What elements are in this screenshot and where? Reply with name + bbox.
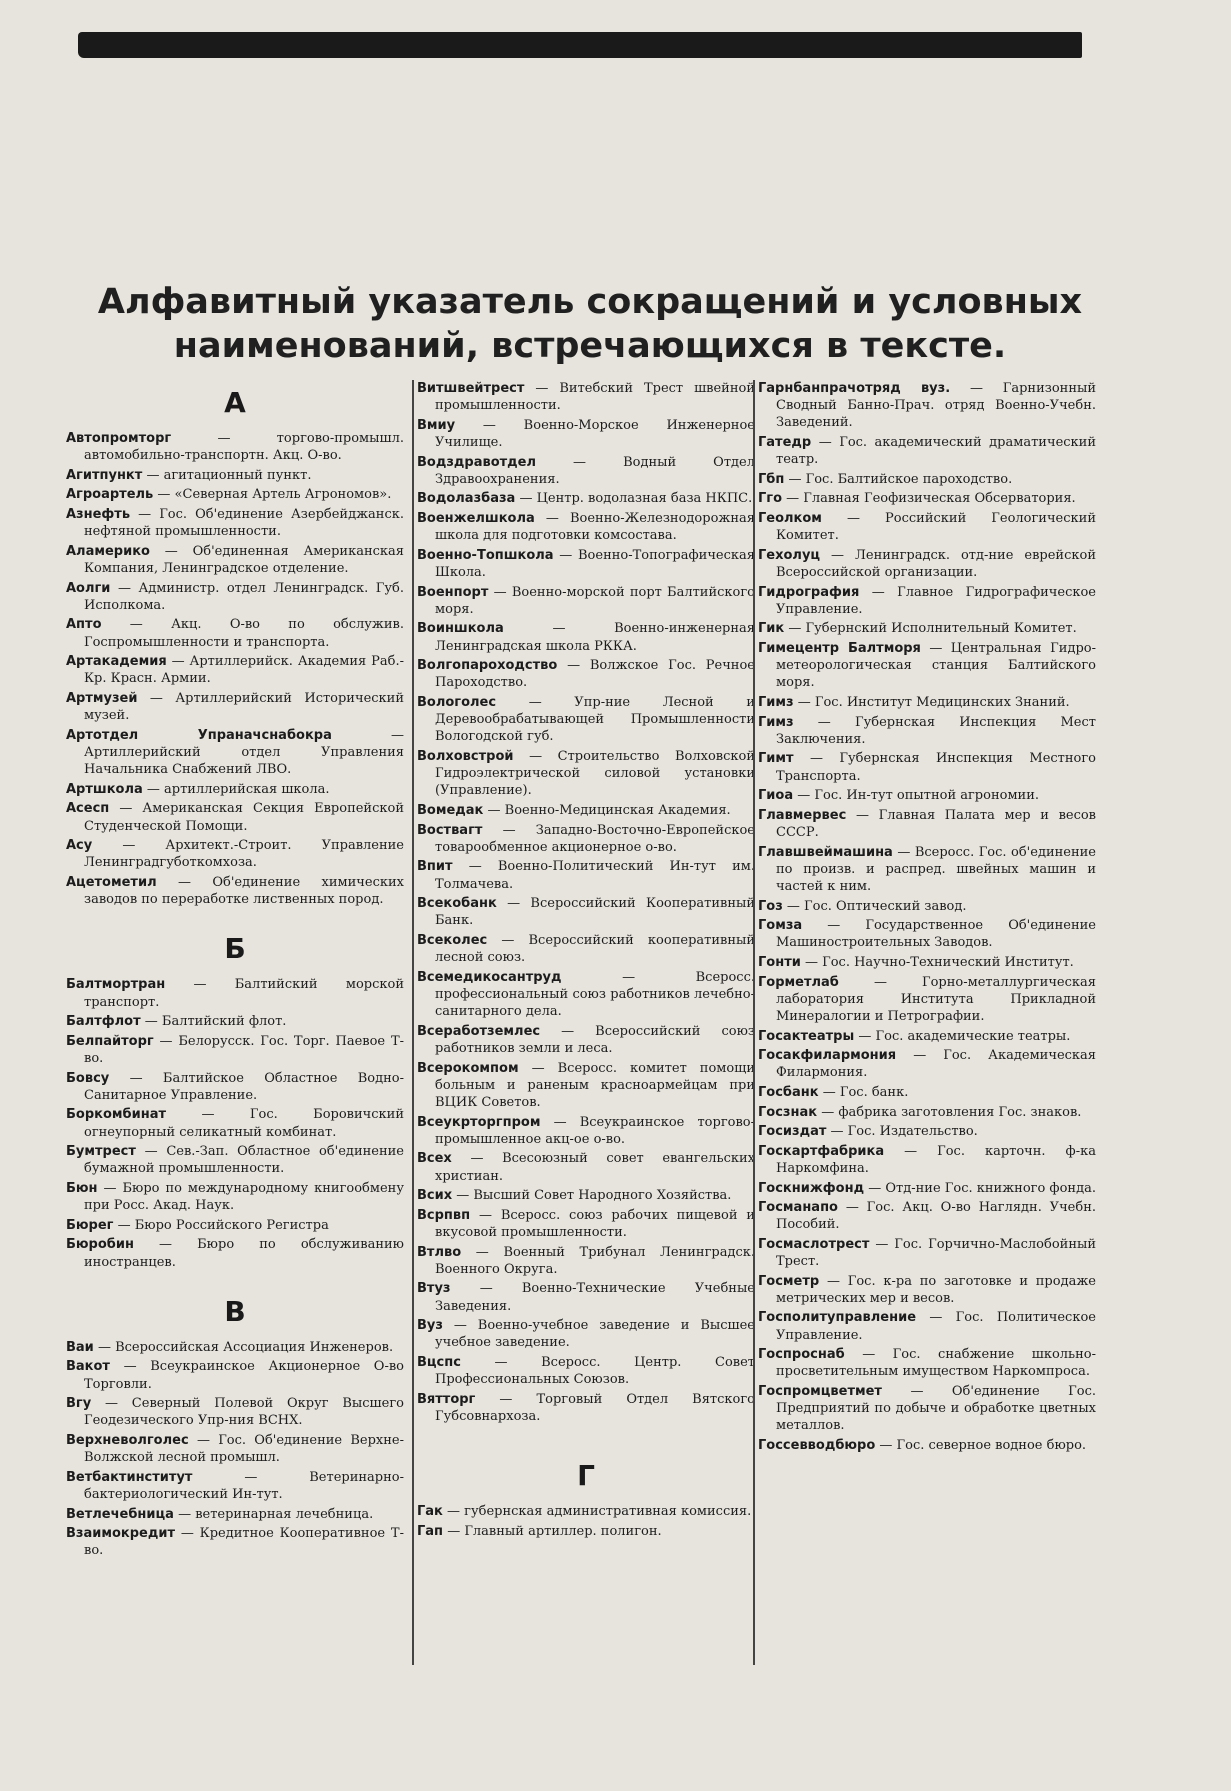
index-entry <box>66 1236 404 1270</box>
index-entry <box>417 620 755 654</box>
entry-abbreviation: Балтмортран <box>66 977 166 993</box>
entry-abbreviation: Артшкола <box>66 781 143 797</box>
entry-abbreviation: Вмиу <box>417 417 456 433</box>
entry-abbreviation: Артмузей <box>66 690 138 706</box>
entry-definition: — Военно-Медицинская Академия. <box>487 802 731 818</box>
index-entry <box>66 543 404 577</box>
index-entry <box>758 1273 1096 1307</box>
index-entry <box>417 510 755 544</box>
entry-definition: — Главное Гидрографическое Управление. <box>776 584 1096 617</box>
entry-definition: — Гос. Академическая Филармония. <box>776 1048 1096 1081</box>
entry-definition: — Всесоюзный совет евангельских христиан. <box>435 1151 755 1184</box>
entry-definition: — Гос. северное водное бюро. <box>879 1438 1087 1454</box>
entry-abbreviation: Гап <box>417 1523 444 1539</box>
entry-definition: — Администр. отдел Ленинградск. Губ. Исполкома. <box>84 580 404 613</box>
entry-definition: — Балтийский морской транспорт. <box>84 977 404 1010</box>
entry-definition: — Об'единение Гос. Предприятий по добыче и обработке цветных металлов. <box>776 1384 1096 1434</box>
entry-abbreviation: Вакот <box>66 1359 110 1375</box>
entry-abbreviation: Бовсу <box>66 1070 110 1086</box>
entry-definition: — Горно-металлургическая лаборатория Института Прикладной Минералогии и Петрографии. <box>776 974 1096 1024</box>
index-entry <box>417 969 755 1021</box>
entry-definition: — Гос. к-ра по заготовке и продаже метрических мер и весов. <box>776 1273 1096 1306</box>
index-entry <box>66 430 404 464</box>
entry-abbreviation: Военно-Топшкола <box>417 547 554 563</box>
entry-abbreviation: Вятторг <box>417 1391 476 1407</box>
entry-definition: — Военно-морской порт Балтийского моря. <box>435 584 755 617</box>
entry-abbreviation: Воиншкола <box>417 621 504 637</box>
index-entry <box>758 694 1096 711</box>
index-entry <box>417 1391 755 1425</box>
index-entry <box>417 1523 755 1540</box>
entry-definition: — ветеринарная лечебница. <box>178 1506 374 1522</box>
entry-definition: — Всероссийский кооперативный лесной союз. <box>435 932 755 966</box>
index-entry <box>417 822 755 856</box>
entry-abbreviation: Госиздат <box>758 1124 827 1140</box>
entry-abbreviation: Бумтрест <box>66 1144 136 1160</box>
entry-abbreviation: Госзнак <box>758 1104 818 1120</box>
entry-abbreviation: Всеукрторгпром <box>417 1114 541 1130</box>
entry-abbreviation: Втлво <box>417 1244 462 1260</box>
entry-abbreviation: Артакадемия <box>66 654 167 670</box>
entry-abbreviation: Горметлаб <box>758 974 839 990</box>
entry-abbreviation: Госкнижфонд <box>758 1180 865 1196</box>
index-entry <box>758 1047 1096 1081</box>
entry-definition: — Об'единение химических заводов по переработке лиственных пород. <box>84 874 405 908</box>
entry-definition: — Всеукраинское торгово-промышленное акц-ое о-во. <box>435 1114 755 1147</box>
entry-definition: — Гос. Балтийское пароходство. <box>788 471 1013 487</box>
section-letter-heading: Б <box>224 932 246 966</box>
index-entry <box>758 620 1096 637</box>
entry-definition: — Гос. Научно-Технический Институт. <box>804 954 1074 970</box>
entry-abbreviation: Всрпвп <box>417 1207 471 1223</box>
entry-definition: — Артиллерийский отдел Управления Начальника Снабжений ЛВО. <box>84 727 404 778</box>
index-entry <box>758 490 1096 507</box>
entry-definition: — Гос. Политическое Управление. <box>776 1310 1096 1343</box>
entry-abbreviation: Гик <box>758 621 785 637</box>
entry-definition: — «Северная Артель Агрономов». <box>157 487 392 503</box>
entry-definition: — Военно-Морское Инженерное Училище. <box>435 417 755 450</box>
index-entry <box>758 1028 1096 1045</box>
entry-definition: — Витебский Трест швейной промышленности. <box>435 381 756 414</box>
entry-definition: — Гос. академические театры. <box>858 1028 1071 1044</box>
entry-definition: — губернская административная комиссия. <box>447 1504 752 1520</box>
entry-definition: — Артиллерийск. Академия Раб.-Кр. Красн. Армии. <box>84 654 404 687</box>
entry-abbreviation: Госметр <box>758 1273 820 1289</box>
index-entry <box>66 1469 404 1503</box>
entry-definition: — Северный Полевой Округ Высшего Геодезического Упр-ния ВСНХ. <box>84 1396 404 1429</box>
index-entry <box>66 1070 404 1104</box>
index-entry <box>66 1525 404 1559</box>
entry-definition: — артиллерийская школа. <box>146 781 330 797</box>
entry-abbreviation: Воствагт <box>417 822 483 838</box>
entry-abbreviation: Госпроснаб <box>758 1347 845 1363</box>
entry-abbreviation: Агитпункт <box>66 467 143 483</box>
entry-definition: — Белорусск. Гос. Торг. Паевое Т-во. <box>84 1033 405 1066</box>
entry-definition: — Строительство Волховской Гидроэлектрической силовой установки (Управление). <box>435 748 755 799</box>
index-entry <box>66 837 404 871</box>
entry-definition: — Военно-Технические Учебные Заведения. <box>435 1281 755 1314</box>
entry-abbreviation: Всерокомпом <box>417 1060 519 1076</box>
index-entry <box>417 417 755 451</box>
entry-definition: — Ветеринарно-бактериологический Ин-тут. <box>84 1469 404 1502</box>
entry-abbreviation: Водздравотдел <box>417 454 536 470</box>
index-entry <box>66 1506 404 1523</box>
index-entry <box>417 490 755 507</box>
index-entry <box>66 1358 404 1392</box>
index-entry <box>758 807 1096 841</box>
index-entry <box>758 1143 1096 1177</box>
index-entry <box>66 1143 404 1177</box>
entry-definition: — Всеросс. Центр. Совет Профессиональных Союзов. <box>435 1354 755 1388</box>
entry-abbreviation: Всемедикосантруд <box>417 969 562 985</box>
index-entry <box>66 976 404 1010</box>
index-entry <box>417 380 755 414</box>
entry-abbreviation: Апто <box>66 617 102 633</box>
index-entry <box>66 1395 404 1429</box>
entry-abbreviation: Военжелшкола <box>417 510 535 526</box>
entry-definition: — Артиллерийский Исторический музей. <box>84 690 404 724</box>
entry-definition: — Сев.-Зап. Областное об'единение бумажной промышленности. <box>84 1144 404 1177</box>
entry-abbreviation: Волгопароходство <box>417 658 558 674</box>
index-entry <box>758 954 1096 971</box>
entry-definition: — Бюро Российского Регистра <box>117 1217 329 1233</box>
entry-definition: — Гос. Оптический завод. <box>786 898 967 914</box>
index-entry <box>417 1503 755 1520</box>
index-entry <box>758 1180 1096 1197</box>
entry-abbreviation: Госполитуправление <box>758 1310 917 1326</box>
entry-abbreviation: Геолком <box>758 510 822 526</box>
entry-abbreviation: Бюрег <box>66 1217 114 1233</box>
index-entry <box>417 657 755 691</box>
entry-abbreviation: Ваи <box>66 1339 94 1355</box>
index-entry <box>758 750 1096 784</box>
index-entry <box>758 584 1096 618</box>
index-entry <box>758 1236 1096 1270</box>
entry-definition: — Губернский Исполнительный Комитет. <box>788 621 1077 637</box>
index-entry <box>66 653 404 687</box>
entry-definition: — Гос. карточн. ф-ка Наркомфина. <box>776 1143 1096 1176</box>
entry-definition: — Всероссийский Кооперативный Банк. <box>435 896 756 929</box>
entry-abbreviation: Вцспс <box>417 1354 461 1370</box>
entry-definition: — Упр-ние Лесной и Деревообрабатывающей Промышленности Вологодской губ. <box>435 694 755 745</box>
index-entry <box>417 1023 755 1057</box>
index-entry <box>66 1180 404 1214</box>
entry-definition: — Всеукраинское Акционерное О-во Торговли. <box>84 1359 404 1392</box>
entry-definition: — Балтийский флот. <box>144 1014 287 1030</box>
index-entry <box>66 486 404 503</box>
index-entry <box>66 1217 404 1234</box>
index-entry <box>417 547 755 581</box>
entry-abbreviation: Гатедр <box>758 435 812 450</box>
entry-definition: — Западно-Восточно-Европейское товарообменное акционерное о-во. <box>435 822 755 855</box>
section-letter-heading: Г <box>577 1459 595 1493</box>
entry-abbreviation: Гимз <box>758 694 794 710</box>
entry-abbreviation: Всеколес <box>417 932 488 948</box>
entry-abbreviation: Госмаслотрест <box>758 1236 870 1252</box>
index-entry <box>417 932 755 966</box>
index-entry <box>66 467 404 484</box>
entry-definition: — Гос. Институт Медицинских Знаний. <box>797 694 1070 710</box>
index-entry <box>417 584 755 618</box>
index-entry <box>66 506 404 540</box>
index-entry <box>66 781 404 798</box>
entry-abbreviation: Госбанк <box>758 1084 819 1100</box>
entry-abbreviation: Всих <box>417 1188 453 1204</box>
index-entry <box>758 1309 1096 1343</box>
index-entry <box>758 1123 1096 1140</box>
index-entry <box>758 1084 1096 1101</box>
index-entry <box>66 1033 404 1067</box>
entry-abbreviation: Ветбактинститут <box>66 1469 193 1485</box>
entry-abbreviation: Гак <box>417 1504 443 1520</box>
index-entry <box>758 1104 1096 1121</box>
entry-definition: — Гос. Акц. О-во Наглядн. Учебн. Пособий. <box>776 1200 1096 1233</box>
entry-definition: — Всеросс. комитет помощи больным и раненым красноармейцам при ВЦИК Советов. <box>435 1060 755 1110</box>
entry-definition: — Всероссийская Ассоциация Инженеров. <box>97 1339 394 1355</box>
entry-abbreviation: Бюн <box>66 1180 98 1196</box>
entry-definition: — Всероссийский союз работников земли и леса. <box>435 1023 755 1056</box>
entry-abbreviation: Втуз <box>417 1281 451 1297</box>
index-entry <box>758 787 1096 804</box>
index-column-3 <box>753 380 1096 1665</box>
entry-abbreviation: Вологолес <box>417 694 497 710</box>
entry-definition: — Главный артиллер. полигон. <box>447 1523 662 1539</box>
entry-abbreviation: Гарнбанпрачотряд вуз. <box>758 381 951 396</box>
entry-abbreviation: Вгу <box>66 1396 92 1412</box>
entry-definition: — Центр. водолазная база НКПС. <box>519 491 753 507</box>
entry-definition: — Военный Трибунал Ленинградск. Военного Округа. <box>435 1244 755 1277</box>
entry-definition: — фабрика заготовления Гос. знаков. <box>821 1104 1082 1120</box>
entry-abbreviation: Аолги <box>66 580 111 596</box>
index-entry <box>758 640 1096 692</box>
entry-abbreviation: Витшвейтрест <box>417 381 525 396</box>
entry-definition: — Американская Секция Европейской Студенческой Помощи. <box>84 801 404 834</box>
index-entry <box>417 1354 755 1388</box>
index-column-1 <box>66 380 404 1562</box>
entry-abbreviation: Артотдел Упраначснабокра <box>66 727 332 743</box>
index-entry <box>66 800 404 834</box>
entry-definition: — Всеросс. союз рабочих пищевой и вкусовой промышленности. <box>435 1207 755 1240</box>
entry-definition: — Всеросс. Гос. об'единение по произв. и распред. швейных машин и частей к ним. <box>776 844 1096 894</box>
index-entry <box>417 748 755 800</box>
entry-abbreviation: Всекобанк <box>417 896 497 912</box>
entry-abbreviation: Гбп <box>758 471 785 487</box>
index-entry <box>758 898 1096 915</box>
index-entry <box>758 714 1096 748</box>
entry-abbreviation: Госманапо <box>758 1200 838 1216</box>
entry-abbreviation: Бюробин <box>66 1237 134 1253</box>
entry-abbreviation: Вуз <box>417 1318 443 1334</box>
index-entry <box>758 974 1096 1026</box>
index-entry <box>417 1317 755 1351</box>
index-entry <box>66 727 404 779</box>
entry-definition: — Балтийское Областное Водно-Санитарное Управление. <box>84 1070 404 1103</box>
entry-definition: — Гос. банк. <box>822 1084 909 1100</box>
entry-abbreviation: Балтфлот <box>66 1014 141 1030</box>
index-entry <box>66 1339 404 1356</box>
index-entry <box>66 1106 404 1140</box>
entry-abbreviation: Водолазбаза <box>417 491 516 507</box>
entry-definition: — Гос. академический драматический театр. <box>776 435 1096 468</box>
index-entry <box>758 844 1096 896</box>
entry-definition: — торгово-промышл. автомобильно-транспортн. Акц. О-во. <box>84 431 404 464</box>
entry-abbreviation: Военпорт <box>417 584 489 600</box>
entry-definition: — Гос. Об'единение Азербейджанск. нефтяной промышленности. <box>84 506 404 540</box>
entry-definition: — Волжское Гос. Речное Пароходство. <box>435 658 755 691</box>
entry-abbreviation: Вомедак <box>417 802 484 818</box>
entry-abbreviation: Гоз <box>758 898 783 914</box>
entry-abbreviation: Госпромцветмет <box>758 1384 882 1400</box>
title-line-2: наименований, встречающихся в тексте. <box>173 326 1007 366</box>
entry-abbreviation: Асесп <box>66 801 110 817</box>
entry-abbreviation: Верхневолголес <box>66 1432 189 1448</box>
entry-definition: — Отд-ние Гос. книжного фонда. <box>868 1180 1096 1196</box>
entry-definition: — Гос. Боровичский огнеупорный селикатный комбинат. <box>84 1107 404 1140</box>
entry-definition: — Бюро по обслуживанию иностранцев. <box>84 1237 404 1270</box>
index-entry <box>758 380 1096 432</box>
index-entry <box>417 1060 755 1112</box>
entry-abbreviation: Гидрография <box>758 584 860 600</box>
index-entry <box>66 616 404 650</box>
index-entry <box>417 802 755 819</box>
index-entry <box>758 1346 1096 1380</box>
entry-definition: — Об'единенная Американская Компания, Ленинградское отделение. <box>84 543 404 576</box>
entry-definition: — Акц. О-во по обслужив. Госпромышленности и транспорта. <box>84 617 404 650</box>
index-entry <box>758 547 1096 581</box>
index-entry <box>417 1207 755 1241</box>
entry-definition: — Губернская Инспекция Мест Заключения. <box>776 714 1096 747</box>
index-entry <box>758 471 1096 488</box>
index-entry <box>417 895 755 929</box>
index-entry <box>417 858 755 892</box>
entry-definition: — Губернская Инспекция Местного Транспорта. <box>776 751 1096 784</box>
entry-definition: — Российский Геологический Комитет. <box>776 510 1096 544</box>
entry-definition: — Ленинградск. отд-ние еврейской Всероссийской организации. <box>776 547 1096 580</box>
index-entry <box>758 1437 1096 1454</box>
entry-definition: — Военно-учебное заведение и Высшее учебное заведение. <box>435 1318 755 1351</box>
title-line-1: Алфавитный указатель сокращений и условных <box>97 282 1083 322</box>
entry-definition: — Высший Совет Народного Хозяйства. <box>456 1188 732 1204</box>
entry-definition: — Кредитное Кооперативное Т-во. <box>84 1526 404 1559</box>
entry-abbreviation: Автопромторг <box>66 431 172 446</box>
index-entry <box>417 1114 755 1148</box>
entry-abbreviation: Главмервес <box>758 807 847 823</box>
entry-abbreviation: Гимецентр Балтморя <box>758 640 921 656</box>
entry-definition: — Военно-Политический Ин-тут им. Толмачева. <box>435 859 755 892</box>
entry-abbreviation: Госактеатры <box>758 1028 855 1044</box>
entry-abbreviation: Госкартфабрика <box>758 1143 885 1159</box>
index-entry <box>417 1150 755 1184</box>
entry-definition: — Гос. снабжение школьно-просветительным имуществом Наркомпроса. <box>776 1347 1096 1380</box>
index-entry <box>66 690 404 724</box>
index-entry <box>66 874 404 908</box>
entry-abbreviation: Впит <box>417 859 453 875</box>
entry-abbreviation: Гехолуц <box>758 547 821 563</box>
entry-definition: — Торговый Отдел Вятского Губсовнархоза. <box>435 1391 755 1424</box>
entry-abbreviation: Гиоа <box>758 788 794 804</box>
entry-definition: — Центральная Гидро-метеорологическая станция Балтийского моря. <box>776 640 1096 691</box>
index-column-2 <box>412 380 755 1665</box>
entry-definition: — Всеросс. профессиональный союз работников лечебно-санитарного дела. <box>435 969 755 1020</box>
index-entry <box>66 1432 404 1466</box>
index-entry <box>417 694 755 746</box>
entry-abbreviation: Гонти <box>758 954 801 970</box>
entry-definition: — Военно-Топографическая Школа. <box>435 547 755 580</box>
section-letter-heading: А <box>224 386 246 419</box>
entry-abbreviation: Азнефть <box>66 506 131 522</box>
index-entry <box>758 917 1096 951</box>
entry-abbreviation: Аламерико <box>66 543 150 559</box>
entry-abbreviation: Волховстрой <box>417 748 514 764</box>
entry-abbreviation: Взаимокредит <box>66 1526 175 1542</box>
entry-definition: — Гос. Издательство. <box>830 1124 978 1140</box>
entry-definition: — Гос. Горчично-Маслобойный Трест. <box>776 1236 1096 1270</box>
index-entry <box>417 454 755 488</box>
entry-abbreviation: Ветлечебница <box>66 1506 174 1522</box>
index-entry <box>66 1013 404 1030</box>
index-entry <box>417 1244 755 1278</box>
index-entry <box>758 510 1096 544</box>
index-entry <box>417 1187 755 1204</box>
entry-abbreviation: Всех <box>417 1151 452 1167</box>
index-entry <box>758 1199 1096 1233</box>
entry-abbreviation: Главшвеймашина <box>758 844 893 860</box>
entry-definition: — Военно-Железнодорожная школа для подготовки комсостава. <box>435 510 755 544</box>
entry-definition: — Водный Отдел Здравоохранения. <box>435 454 755 487</box>
entry-definition: — агитационный пункт. <box>146 467 312 483</box>
entry-abbreviation: Всеработземлес <box>417 1023 541 1039</box>
entry-abbreviation: Госакфилармония <box>758 1048 897 1064</box>
entry-definition: — Военно-инженерная Ленинградская школа РККА. <box>435 621 755 654</box>
entry-definition: — Главная Геофизическая Обсерватория. <box>786 491 1076 507</box>
entry-abbreviation: Гго <box>758 491 783 507</box>
entry-abbreviation: Агроартель <box>66 487 154 503</box>
entry-abbreviation: Гомза <box>758 918 803 934</box>
section-letter-heading: В <box>224 1294 246 1328</box>
decorative-header-band <box>78 32 1082 58</box>
entry-abbreviation: Госсевводбюро <box>758 1438 876 1454</box>
entry-definition: — Гарнизонный Сводный Банно-Прач. отряд Военно-Учебн. Заведений. <box>776 381 1097 431</box>
entry-definition: — Бюро по международному книгообмену при Росс. Акад. Наук. <box>84 1180 404 1214</box>
entry-abbreviation: Гимт <box>758 751 794 767</box>
index-entry <box>66 580 404 614</box>
page-title <box>50 280 1130 368</box>
entry-definition: — Гос. Об'единение Верхне-Волжской лесной промышл. <box>84 1432 404 1466</box>
entry-abbreviation: Асу <box>66 838 93 854</box>
index-entry <box>758 1383 1096 1435</box>
entry-definition: — Гос. Ин-тут опытной агрономии. <box>797 788 1040 804</box>
entry-definition: — Главная Палата мер и весов СССР. <box>776 807 1097 840</box>
entry-definition: — Государственное Об'единение Машиностроительных Заводов. <box>776 918 1097 951</box>
entry-abbreviation: Боркомбинат <box>66 1107 167 1123</box>
index-entry <box>417 1280 755 1314</box>
entry-abbreviation: Белпайторг <box>66 1033 154 1049</box>
entry-abbreviation: Ацетометил <box>66 874 157 890</box>
index-entry <box>758 434 1096 468</box>
entry-definition: — Архитект.-Строит. Управление Ленинградгуботкомхоза. <box>84 838 405 871</box>
entry-abbreviation: Гимз <box>758 714 794 730</box>
